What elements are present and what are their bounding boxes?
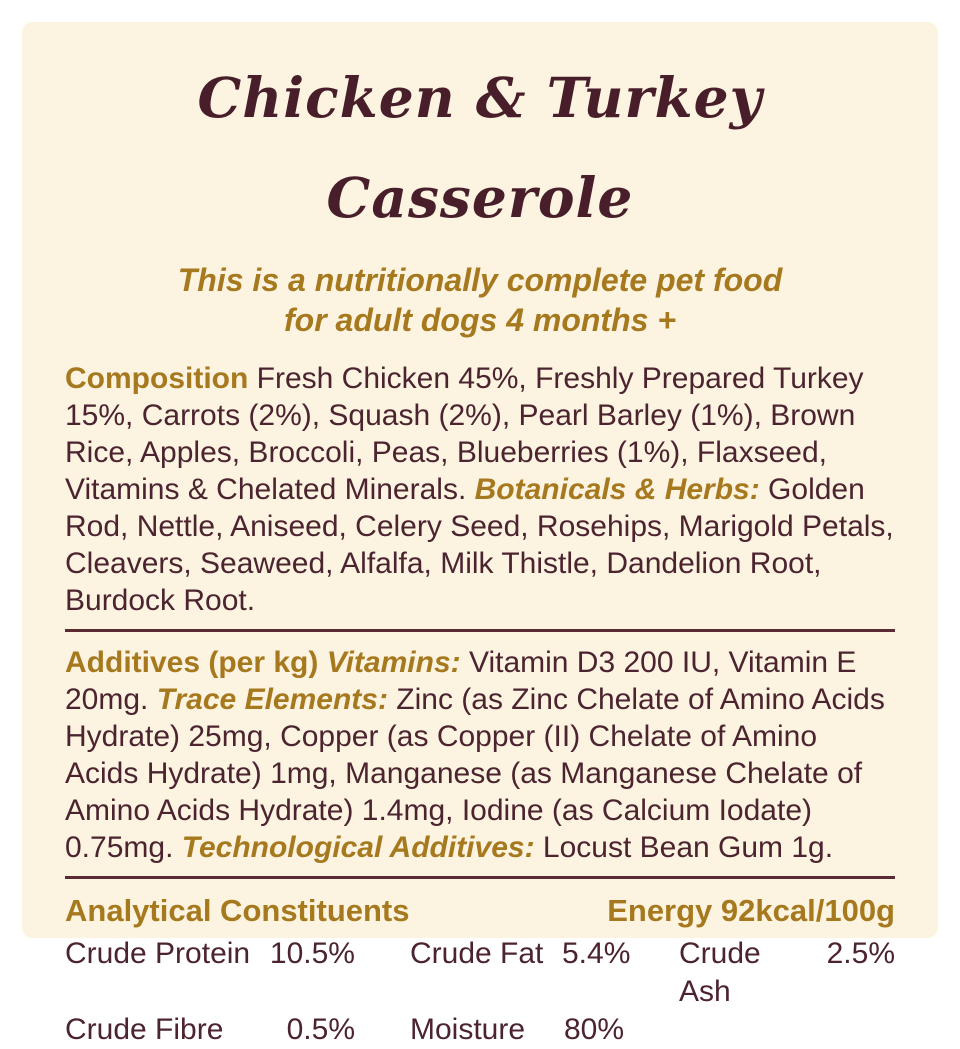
- composition-paragraph: [65, 360, 895, 619]
- constituents-table: [65, 935, 895, 1049]
- constituent-label: Crude Fat: [410, 937, 544, 970]
- vitamins-text: Vitamin D3 200 IU, Vitamin E 20mg.: [65, 646, 857, 716]
- additives-heading: Additives (per kg): [65, 646, 319, 679]
- constituent-value: 0.5%: [286, 1013, 355, 1046]
- vitamins-heading: Vitamins:: [318, 646, 461, 679]
- subtitle: [65, 260, 895, 340]
- divider: [65, 876, 895, 879]
- constituent-label: Crude Ash: [679, 937, 761, 1008]
- empty-cell: [811, 1011, 895, 1049]
- energy-value: Energy 92kcal/100g: [607, 893, 895, 928]
- divider: [65, 629, 895, 632]
- constituent-value: 10.5%: [269, 937, 355, 970]
- composition-heading: Composition: [65, 362, 249, 395]
- composition-ingredients: Fresh Chicken 45%, Freshly Prepared Turkey 15%, Carrots (2%), Squash (2%), Pearl Barley (1%), Brown Rice, Apples, Broccoli, Peas, Blueberries (1%), Flaxseed, Vitamins & Chelated Minerals.: [65, 362, 864, 506]
- trace-elements-text: Zinc (as Zinc Chelate of Amino Acids Hydrate) 25mg, Copper (as Copper (II) Chelate of Amino Acids Hydrate) 1mg, Manganese (as Manganese Chelate of Amino Acids Hydrate) 1.4mg, Iodine (as Calcium Iodate) 0.75mg.: [65, 683, 885, 864]
- technological-additives-heading: Technological Additives:: [181, 831, 535, 864]
- technological-additives-text: Locust Bean Gum 1g.: [534, 831, 834, 864]
- label-panel: [22, 22, 938, 1046]
- analytical-heading: Analytical Constituents: [65, 893, 410, 928]
- analytical-header-row: [65, 893, 895, 929]
- constituent-value: 80%: [563, 1013, 624, 1046]
- constituent-label: Crude Fibre: [65, 1013, 224, 1046]
- empty-cell: [624, 1011, 811, 1049]
- botanicals-text: Golden Rod, Nettle, Aniseed, Celery Seed, Rosehips, Marigold Petals, Cleavers, Seaweed, Alfalfa, Milk Thistle, Dandelion Root, Burdock Root.: [65, 473, 894, 617]
- additives-paragraph: [65, 644, 895, 866]
- constituent-label: Crude Protein: [65, 937, 251, 970]
- subtitle-line-2: for adult dogs 4 months +: [283, 302, 676, 338]
- subtitle-line-1: This is a nutritionally complete pet food: [177, 262, 783, 298]
- product-title: Chicken & Turkey Casserole: [197, 65, 763, 230]
- trace-elements-heading: Trace Elements:: [156, 683, 388, 716]
- constituent-label: Moisture: [410, 1013, 526, 1046]
- botanicals-heading: Botanicals & Herbs:: [474, 473, 760, 506]
- constituent-value: 5.4%: [562, 937, 631, 970]
- constituent-value: 2.5%: [826, 937, 895, 970]
